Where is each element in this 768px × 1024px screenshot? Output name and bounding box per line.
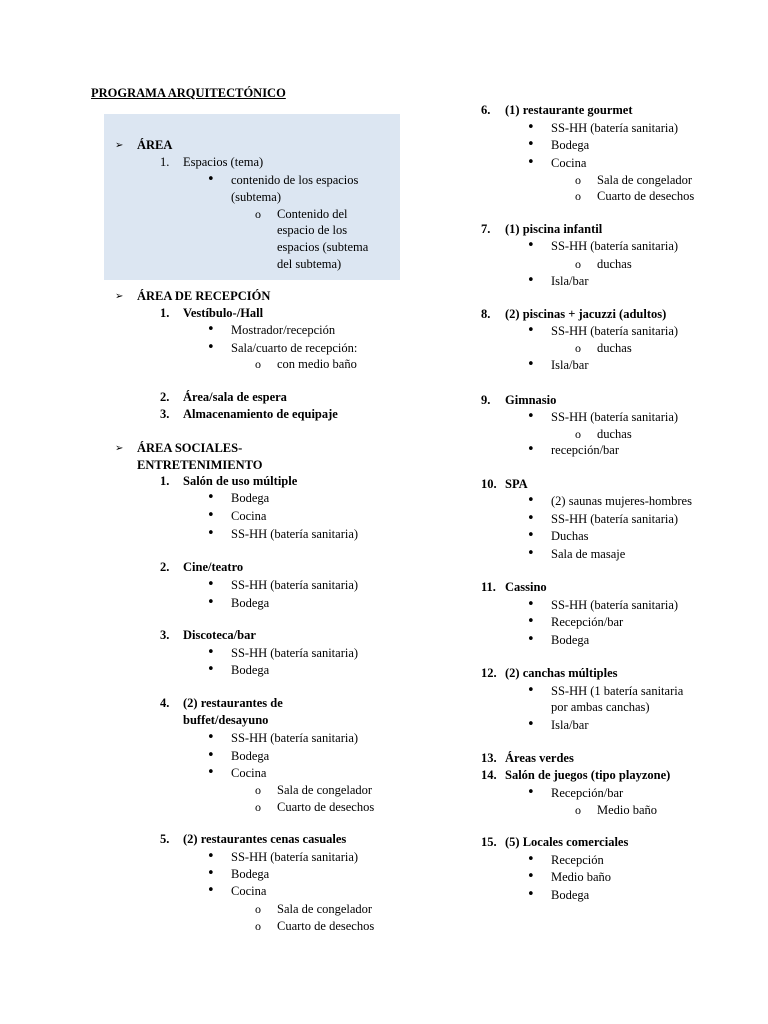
list-item-text: duchas: [597, 427, 632, 441]
section-heading: ÁREA SOCIALES-: [137, 441, 243, 455]
list-number: 14.: [481, 768, 497, 782]
bullet-icon: •: [527, 442, 535, 457]
bullet-icon: •: [207, 748, 215, 763]
arrow-bullet-icon: ➢: [115, 291, 124, 302]
bullet-icon: •: [207, 322, 215, 337]
list-number: 5.: [160, 832, 170, 846]
section-heading: ÁREA: [137, 138, 173, 152]
list-number: 8.: [481, 307, 491, 321]
bullet-icon: •: [527, 493, 535, 508]
list-item-text: Cuarto de desechos: [277, 919, 375, 933]
list-item-text: Cocina: [551, 156, 587, 170]
list-item-text: (5) Locales comerciales: [505, 835, 629, 849]
bullet-icon: •: [527, 238, 535, 253]
circle-bullet-icon: o: [255, 919, 261, 933]
list-item-text: (2) restaurantes de: [183, 696, 283, 710]
list-item-text: (2) saunas mujeres-hombres: [551, 494, 692, 508]
list-item-text: buffet/desayuno: [183, 713, 269, 727]
list-number: 7.: [481, 222, 491, 236]
list-item-text: recepción/bar: [551, 443, 620, 457]
list-item-text: Bodega: [551, 138, 590, 152]
bullet-icon: •: [207, 730, 215, 745]
list-item-text: Cocina: [231, 509, 267, 523]
list-item-text: Cassino: [505, 580, 547, 594]
bullet-icon: •: [527, 323, 535, 338]
bullet-icon: •: [527, 632, 535, 647]
bullet-icon: •: [527, 357, 535, 372]
circle-bullet-icon: o: [255, 357, 261, 371]
list-number: 2.: [160, 560, 170, 574]
list-item-text: Vestíbulo-/Hall: [183, 306, 264, 320]
list-item-text: Recepción/bar: [551, 615, 624, 629]
list-item-text: espacio de los: [277, 223, 348, 237]
list-number: 12.: [481, 666, 497, 680]
list-item-text: (2) piscinas + jacuzzi (adultos): [505, 307, 667, 321]
list-item-text: Almacenamiento de equipaje: [183, 407, 338, 421]
bullet-icon: •: [207, 849, 215, 864]
list-item-text: duchas: [597, 257, 632, 271]
list-item-text: SS-HH (batería sanitaria): [551, 324, 679, 338]
list-item-text: Medio baño: [597, 803, 658, 817]
list-item-text: Isla/bar: [551, 718, 589, 732]
circle-bullet-icon: o: [575, 257, 581, 271]
list-item-text: Bodega: [231, 491, 270, 505]
list-number: 15.: [481, 835, 497, 849]
list-item-text: Bodega: [231, 749, 270, 763]
bullet-icon: •: [207, 595, 215, 610]
list-item-text: SS-HH (1 batería sanitaria: [551, 684, 684, 698]
bullet-icon: •: [527, 137, 535, 152]
list-item-text: Isla/bar: [551, 358, 589, 372]
list-item-text: Recepción: [551, 853, 604, 867]
list-number: 4.: [160, 696, 170, 710]
bullet-icon: •: [527, 409, 535, 424]
list-item-text: SS-HH (batería sanitaria): [551, 410, 679, 424]
list-item-text: Cuarto de desechos: [277, 800, 375, 814]
list-item-text: SS-HH (batería sanitaria): [231, 850, 359, 864]
list-item-text: con medio baño: [277, 357, 357, 371]
list-item-text: Sala/cuarto de recepción:: [231, 341, 358, 355]
circle-bullet-icon: o: [255, 207, 261, 221]
list-number: 9.: [481, 393, 491, 407]
bullet-icon: •: [527, 155, 535, 170]
list-number: 2.: [160, 390, 170, 404]
page-title: PROGRAMA ARQUITECTÓNICO: [91, 86, 286, 100]
list-item-text: SS-HH (batería sanitaria): [551, 512, 679, 526]
list-number: 3.: [160, 628, 170, 642]
bullet-icon: •: [527, 683, 535, 698]
bullet-icon: •: [207, 866, 215, 881]
bullet-icon: •: [527, 869, 535, 884]
list-number: 1.: [160, 474, 170, 488]
bullet-icon: •: [207, 172, 215, 187]
list-item-text: Gimnasio: [505, 393, 557, 407]
bullet-icon: •: [527, 546, 535, 561]
list-item-text: Duchas: [551, 529, 589, 543]
bullet-icon: •: [527, 887, 535, 902]
bullet-icon: •: [527, 717, 535, 732]
bullet-icon: •: [207, 662, 215, 677]
list-number: 1.: [160, 306, 170, 320]
list-item-text: (2) canchas múltiples: [505, 666, 618, 680]
list-item-text: Áreas verdes: [505, 751, 574, 765]
list-item-text: SS-HH (batería sanitaria): [551, 598, 679, 612]
bullet-icon: •: [527, 511, 535, 526]
list-item-text: Cocina: [231, 766, 267, 780]
list-item-text: Medio baño: [551, 870, 612, 884]
circle-bullet-icon: o: [255, 800, 261, 814]
list-item-text: Contenido del: [277, 207, 348, 221]
list-item-text: (subtema): [231, 190, 281, 204]
list-item-text: espacios (subtema: [277, 240, 369, 254]
bullet-icon: •: [527, 785, 535, 800]
list-item-text: Cuarto de desechos: [597, 189, 695, 203]
circle-bullet-icon: o: [575, 173, 581, 187]
bullet-icon: •: [207, 883, 215, 898]
list-item-text: SS-HH (batería sanitaria): [551, 239, 679, 253]
bullet-icon: •: [527, 273, 535, 288]
circle-bullet-icon: o: [575, 427, 581, 441]
list-item-text: Salón de juegos (tipo playzone): [505, 768, 671, 782]
circle-bullet-icon: o: [575, 341, 581, 355]
list-number: 3.: [160, 407, 170, 421]
list-item-text: Sala de masaje: [551, 547, 626, 561]
bullet-icon: •: [207, 340, 215, 355]
bullet-icon: •: [527, 852, 535, 867]
list-item-text: SS-HH (batería sanitaria): [231, 731, 359, 745]
list-item-text: Isla/bar: [551, 274, 589, 288]
list-item-text: Salón de uso múltiple: [183, 474, 298, 488]
list-number: 13.: [481, 751, 497, 765]
list-item-text: Bodega: [551, 633, 590, 647]
list-item-text: Bodega: [231, 663, 270, 677]
list-item-text: del subtema): [277, 257, 342, 271]
list-item-text: Bodega: [231, 867, 270, 881]
bullet-icon: •: [527, 528, 535, 543]
bullet-icon: •: [207, 526, 215, 541]
circle-bullet-icon: o: [575, 803, 581, 817]
arrow-bullet-icon: ➢: [115, 140, 124, 151]
bullet-icon: •: [207, 577, 215, 592]
bullet-icon: •: [207, 508, 215, 523]
list-item-text: Recepción/bar: [551, 786, 624, 800]
list-item-text: Área/sala de espera: [183, 390, 287, 404]
list-item-text: Sala de congelador: [597, 173, 693, 187]
list-item-text: Bodega: [231, 596, 270, 610]
bullet-icon: •: [527, 597, 535, 612]
bullet-icon: •: [207, 765, 215, 780]
list-item-text: (2) restaurantes cenas casuales: [183, 832, 347, 846]
circle-bullet-icon: o: [255, 783, 261, 797]
list-item-text: por ambas canchas): [551, 700, 650, 714]
section-heading: ÁREA DE RECEPCIÓN: [137, 289, 271, 303]
list-number: 11.: [481, 580, 496, 594]
arrow-bullet-icon: ➢: [115, 443, 124, 454]
bullet-icon: •: [527, 614, 535, 629]
circle-bullet-icon: o: [255, 902, 261, 916]
list-item-text: Espacios (tema): [183, 155, 264, 169]
list-item-text: Sala de congelador: [277, 902, 373, 916]
list-number: 6.: [481, 103, 491, 117]
bullet-icon: •: [207, 490, 215, 505]
list-item-text: SPA: [505, 477, 528, 491]
list-item-text: SS-HH (batería sanitaria): [231, 646, 359, 660]
list-item-text: Sala de congelador: [277, 783, 373, 797]
list-item-text: Cine/teatro: [183, 560, 244, 574]
section-heading: ENTRETENIMIENTO: [137, 458, 263, 472]
list-item-text: Mostrador/recepción: [231, 323, 336, 337]
list-item-text: Discoteca/bar: [183, 628, 256, 642]
list-item-text: Cocina: [231, 884, 267, 898]
list-number: 1.: [160, 155, 170, 169]
list-number: 10.: [481, 477, 497, 491]
list-item-text: duchas: [597, 341, 632, 355]
circle-bullet-icon: o: [575, 189, 581, 203]
list-item-text: SS-HH (batería sanitaria): [231, 578, 359, 592]
bullet-icon: •: [527, 120, 535, 135]
list-item-text: Bodega: [551, 888, 590, 902]
bullet-icon: •: [207, 645, 215, 660]
list-item-text: SS-HH (batería sanitaria): [231, 527, 359, 541]
list-item-text: (1) restaurante gourmet: [505, 103, 633, 117]
list-item-text: SS-HH (batería sanitaria): [551, 121, 679, 135]
list-item-text: (1) piscina infantil: [505, 222, 603, 236]
list-item-text: contenido de los espacios: [231, 173, 359, 187]
